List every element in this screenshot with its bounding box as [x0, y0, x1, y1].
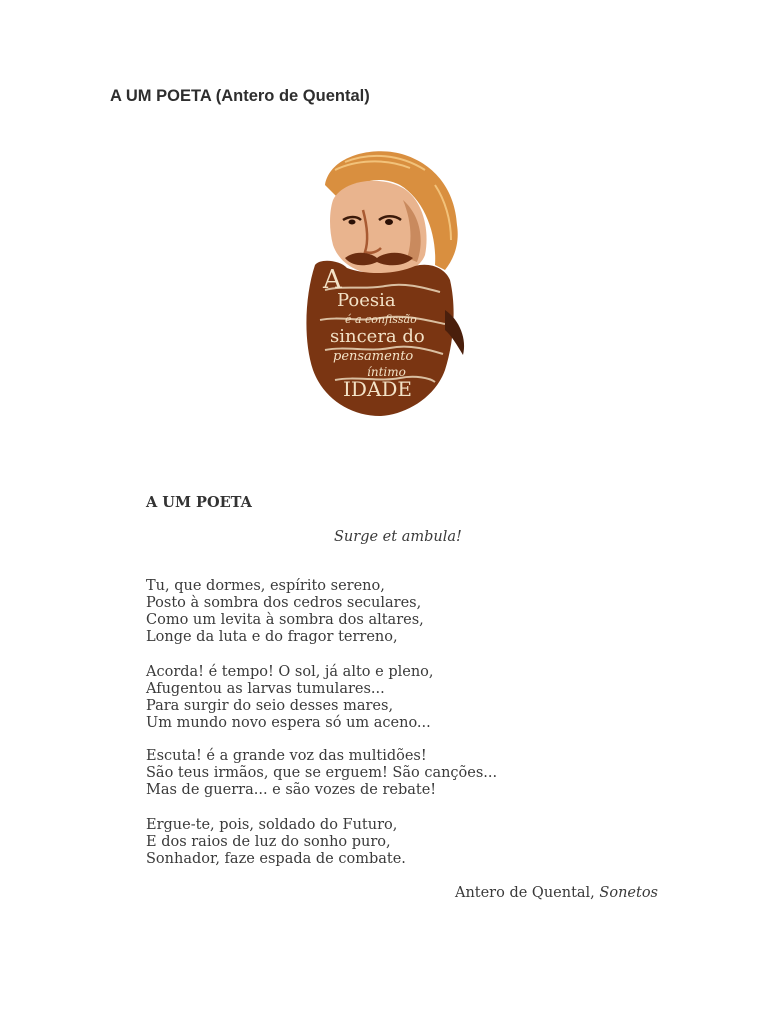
poem-line: Escuta! é a grande voz das multidões! [146, 748, 427, 764]
poem-line: Longe da luta e do fragor terreno, [146, 629, 398, 645]
poem-line: Mas de guerra... e são vozes de rebate! [146, 782, 437, 798]
poem-attribution [455, 885, 658, 901]
stanza-4 [146, 817, 406, 868]
poem-line: Um mundo novo espera só um aceno... [146, 715, 431, 731]
poem-heading: A UM POETA [146, 494, 252, 511]
beard-text-idade: IDADE [343, 377, 413, 401]
poem-line: Como um levita à sombra dos altares, [146, 612, 424, 628]
poem-line: Posto à sombra dos cedros seculares, [146, 595, 422, 611]
poem-line: E dos raios de luz do sonho puro, [146, 834, 391, 850]
poem-line: Afugentou as larvas tumulares... [146, 681, 385, 697]
attribution-work: Sonetos [599, 885, 658, 901]
beard-text-intimo: íntimo [367, 365, 406, 379]
poem-epigraph: Surge et ambula! [334, 529, 462, 545]
beard-text-sincera: sincera do [330, 326, 425, 347]
beard-text-confissao: é a confissão [345, 313, 417, 326]
document-title: A UM POETA (Antero de Quental) [110, 87, 370, 105]
stanza-3 [146, 748, 497, 799]
poem-line: Sonhador, faze espada de combate. [146, 851, 406, 867]
beard-text-poesia: Poesia [337, 290, 396, 311]
attribution-author: Antero de Quental, [454, 885, 600, 901]
beard-text-pensamento: pensamento [333, 349, 414, 364]
stanza-1 [146, 578, 424, 646]
poem-line: Tu, que dormes, espírito sereno, [146, 578, 385, 594]
beard-letter-a: A [323, 265, 342, 295]
poem-line: São teus irmãos, que se erguem! São canções... [146, 765, 498, 781]
poem-line: Acorda! é tempo! O sol, já alto e pleno, [146, 664, 434, 680]
stanza-2 [146, 664, 434, 732]
poet-portrait-illustration [285, 140, 475, 425]
poem-line: Ergue-te, pois, soldado do Futuro, [146, 817, 398, 833]
poem-line: Para surgir do seio desses mares, [146, 698, 394, 714]
